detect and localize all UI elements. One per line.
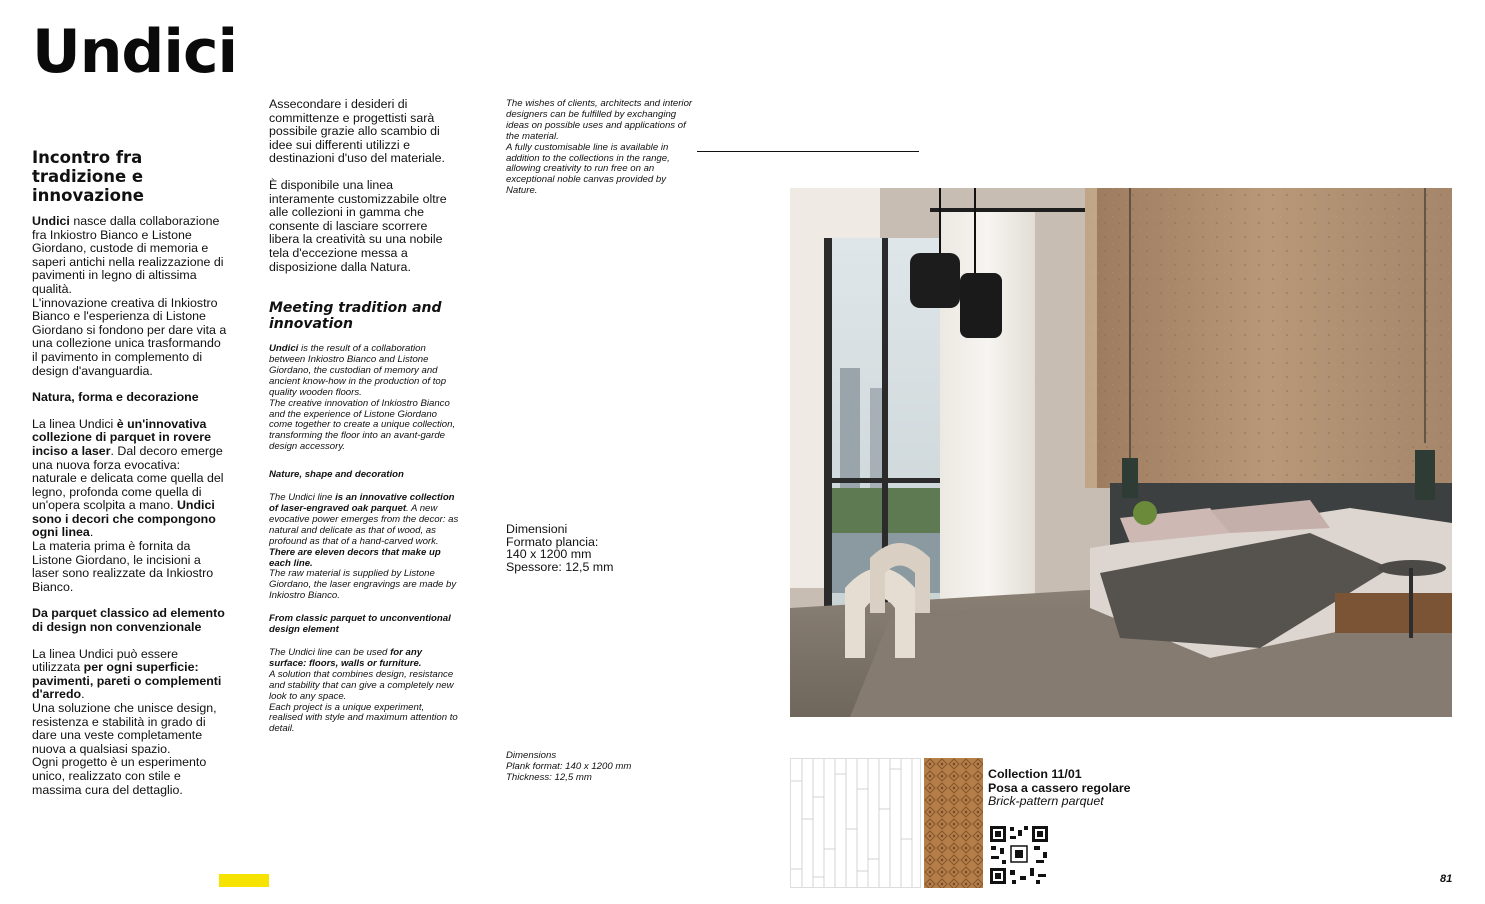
third-text-column	[506, 99, 698, 197]
subheading: From classic parquet to unconventional design element	[269, 613, 451, 636]
bedroom-illustration	[790, 188, 1452, 717]
wood-sample-swatch	[924, 758, 983, 888]
paragraph: The Undici line can be used for any surface: floors, walls or furniture.	[269, 646, 423, 669]
paragraph: Ogni progetto è un esperimento unico, realizzato con stile e massima cura del dettaglio.	[32, 755, 207, 797]
paragraph: La materia prima è fornita da Listone Giordano, le incisioni a laser sono realizzate da Inkiostro Bianco.	[32, 539, 214, 594]
paragraph: La linea Undici è un'innovativa collezione di parquet in rovere inciso a laser. Dal decoro emerge una nuova forza evocativa: naturale e delicata come quella del legno, profonda come quella di un'opera scolpita a mano. Undici sono i decori che compongono ogni linea.	[32, 416, 224, 540]
engraved-wood-texture	[924, 758, 983, 888]
page-number: 81	[1440, 873, 1453, 885]
subheading: Da parquet classico ad elemento di design non convenzionale	[32, 606, 225, 635]
paragraph: A fully customisable line is available in addition to the collections in the range, allowing creativity to run free on an exceptional noble canvas provided by Nature.	[506, 141, 670, 197]
page-title: Undici	[32, 17, 238, 87]
pattern-name-en: Brick-pattern parquet	[988, 794, 1104, 809]
english-text	[269, 344, 459, 735]
paragraph: Undici nasce dalla collaborazione fra Inkiostro Bianco e Listone Giordano, custode di memoria e saperi antichi nella realizzazione di pavimenti in legno di altissima qualità.	[32, 214, 224, 296]
paragraph: Assecondare i desideri di committenze e progettisti sarà possibile grazie allo scambio di idee sui differenti utilizzi e destinazioni d'uso del materiale.	[269, 97, 445, 166]
dimensions-italian: Dimensioni Formato plancia: 140 x 1200 mm Spessore: 12,5 mm	[506, 522, 614, 574]
dimensions-english: Dimensions Plank format: 140 x 1200 mm Thickness: 12,5 mm	[506, 750, 632, 783]
paragraph: Undici is the result of a collaboration between Inkiostro Bianco and Listone Giordano, the custodian of memory and ancient know-how in the production of top quality wooden floors.	[269, 343, 447, 398]
paragraph: The wishes of clients, architects and interior designers can be fulfilled by exchanging ideas on possible uses and applications of the material.	[506, 98, 693, 142]
paragraph: L'innovazione creativa di Inkiostro Bianco e l'esperienza di Listone Giordano si fondono per dare vita a una collezione unica trasformando il pavimento in complemento di design d'avanguardia.	[32, 295, 227, 378]
bedroom-photo	[790, 188, 1452, 717]
paragraph: The raw material is supplied by Listone Giordano, the laser engravings are made by Inkiostro Bianco.	[269, 568, 457, 602]
section-heading-it: Incontro fra tradizione e innovazione	[32, 148, 144, 205]
paragraph: The creative innovation of Inkiostro Bianco and the experience of Listone Giordano come together to create a unique collection, transforming the floor into an avant-garde design accessory.	[269, 397, 456, 453]
divider-line	[697, 151, 919, 152]
qr-code[interactable]	[988, 824, 1050, 886]
paragraph: A solution that combines design, resistance and stability that can give a completely new look to any space.	[269, 668, 454, 702]
subheading: Nature, shape and decoration	[269, 469, 404, 481]
paragraph: È disponibile una linea interamente customizzabile oltre alle collezioni in gamma che consente di lasciare scorrere libera la creatività su una nobile tela d'eccezione messa a disposizione dalla Natura.	[269, 177, 447, 274]
second-text-column	[269, 98, 459, 735]
paragraph: La linea Undici può essere utilizzata per ogni superficie: pavimenti, pareti o complementi d'arredo.	[32, 646, 222, 702]
plank-layout-grid	[791, 759, 920, 887]
subheading: Natura, forma e decorazione	[32, 390, 199, 405]
pattern-name-it: Posa a cassero regolare	[988, 780, 1131, 795]
qr-code-icon	[988, 824, 1050, 886]
accent-bar	[219, 874, 269, 887]
collection-info	[988, 768, 1131, 809]
paragraph: Una soluzione che unisce design, resistenza e stabilità in grado di dare una veste completamente nuova a qualsiasi spazio.	[32, 701, 217, 756]
section-heading-en: Meeting tradition and innovation	[269, 300, 442, 333]
paragraph: Each project is a unique experiment, realised with style and maximum attention to detail.	[269, 701, 458, 735]
collection-name: Collection 11/01	[988, 767, 1082, 781]
brick-pattern-diagram	[790, 758, 921, 888]
paragraph: The Undici line is an innovative collection of laser-engraved oak parquet. A new evocative power emerges from the decor: as natural and delicate as that of wood, as profound as that of a hand-carved work. There are eleven decors that make up each line.	[269, 492, 459, 569]
italian-text-column	[32, 148, 227, 797]
